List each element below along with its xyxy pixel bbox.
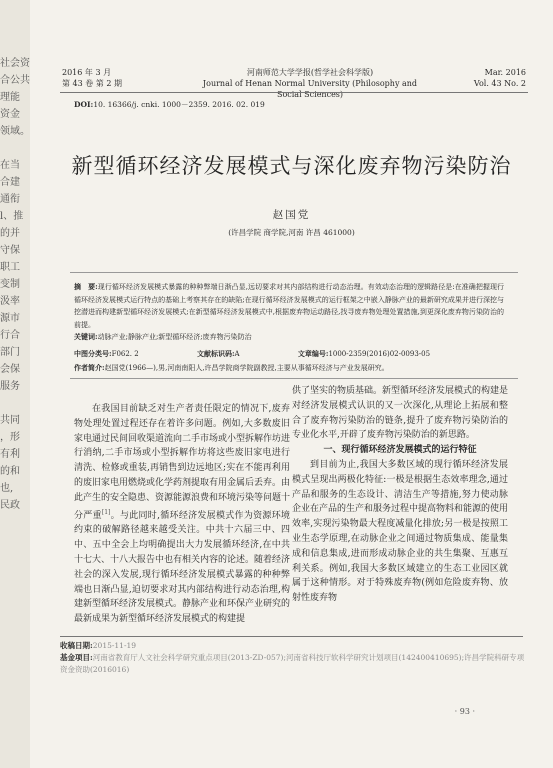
edge-fragment: 社会资 — [0, 58, 30, 69]
section-heading: 一、现行循环经济发展模式的运行特征 — [323, 445, 477, 456]
edge-fragment: 理能 — [0, 92, 20, 103]
abstract-label: 摘 要: — [74, 282, 98, 291]
volume-issue-en: Vol. 43 No. 2 — [473, 79, 526, 88]
edge-fragment: 变制 — [0, 279, 20, 290]
journal-issue-date — [62, 67, 122, 89]
clc-value: F062. 2 — [111, 350, 139, 358]
fund-value: 河南省教育厅人文社会科学研究重点项目(2013-ZD-057);河南省科技厅软科学研究计划项目(142400410695);许昌学院科研专项资金资助(2016016) — [60, 653, 525, 674]
doi-label: DOI: — [74, 100, 94, 109]
page-number: · 93 · — [454, 707, 475, 716]
edge-fragment — [0, 395, 30, 412]
journal-issue-en — [474, 67, 526, 89]
fund-label: 基金项目: — [60, 653, 93, 662]
doi-value: 10. 16366/j. cnki. 1000－2359. 2016. 02. 019 — [93, 100, 265, 109]
edge-fragment: 行合 — [0, 330, 20, 341]
journal-name — [190, 67, 430, 100]
edge-fragment: 通衔 — [0, 194, 20, 205]
doc-code-label: 文献标识码: — [196, 349, 235, 358]
edge-fragment: 共同 — [0, 415, 20, 426]
edge-fragment: 源市 — [0, 313, 20, 324]
body-text: 在我国目前缺乏对生产者责任限定的情况下,废弃物处理处置过程还存在着许多问题。例如,大多数废旧家电通过民间回收渠道流向二手市场或小型拆解作坊进行消纳,二手市场或小型拆解作坊将这些废旧家电进行清洗、检修或重装,再销售到边远地区;实在不能再利用的废旧家电用燃烧或化学药剂提取有用金属后丢弃。由此产生的安全隐患、资源能源浪费和环境污染等问题十分严重 — [74, 404, 291, 521]
abstract-top-divider — [70, 272, 518, 273]
article-title: 新型循环经济发展模式与深化废弃物污染防治 — [71, 154, 512, 178]
body-paragraph: 到目前为止,我国大多数区域的现行循环经济发展模式呈现出两极化特征:一极是根据生态效率理念,通过产品和服务的生态设计、清洁生产等措施,努力使动脉企业在产品的生产和服务过程中提高物料和能源的使用效率,实现污染物最大程度减量化排放;另一极是按照工业生态学原理,在动脉企业之间通过物质集成、能量集成和信息集成,进而形成动脉企业的共生集聚、互惠互利关系。例如,我国大多数区域建立的生态工业园区就属于这种情形。对于特殊废弃物(例如危险废弃物、放射性废弃物 — [292, 459, 509, 604]
edge-fragment: 合公共 — [0, 75, 30, 86]
footnote-divider — [60, 636, 523, 637]
article-author: 赵国党 — [272, 209, 311, 221]
paper-page — [30, 0, 553, 768]
article-no-label: 文章编号: — [297, 349, 329, 358]
clc-label: 中图分类号: — [74, 349, 112, 358]
body-column-right — [292, 384, 508, 606]
issue-date-en: Mar. 2016 — [484, 68, 526, 77]
footnotes — [60, 640, 530, 676]
abstract-text: 现行循环经济发展模式暴露的种种弊端日渐凸显,远切要求对其内部结构进行动态治理。有效动态治理的逻辑路径是:在准确把握现行循环经济发展模式运行特点的基础上考察其存在的缺陷;在现行循环经济发展模式的运行框架之中嵌入静脉产业的最新研究成果并进行深挖与挖潜进而构建新型循环经济发展模式;在新型循环经济发展模式中,根据废弃物运动路径,找寻废弃物处理处置措施,到更深化废弃物污染防治的前提。 — [74, 283, 504, 329]
issue-date: 2016 年 3 月 — [62, 68, 112, 77]
edge-fragment: 汲率 — [0, 296, 20, 307]
edge-fragment: 合建 — [0, 177, 20, 188]
journal-name-cn: 河南师范大学学报(哲学社会科学版) — [246, 68, 374, 77]
edge-fragment: 职工 — [0, 262, 20, 273]
edge-fragment: 服务 — [0, 381, 20, 392]
edge-fragment: 的并 — [0, 228, 20, 239]
edge-fragment: 资金 — [0, 109, 20, 120]
doi-line — [74, 99, 265, 110]
received-value: 2015-11-19 — [92, 641, 137, 650]
author-info-text: 赵国党(1966—),男,河南南阳人,许昌学院商学院副教授,主要从事循环经济与产业发展研究。 — [104, 364, 389, 372]
edge-fragment: l、推 — [0, 211, 24, 222]
journal-name-en: Journal of Henan Normal University (Philosophy and Social Sciences) — [202, 79, 418, 99]
received-label: 收稿日期: — [60, 641, 93, 650]
abstract — [74, 281, 504, 344]
header-divider — [60, 92, 528, 93]
author-info-label: 作者简介: — [74, 363, 105, 372]
body-paragraph — [74, 402, 290, 627]
fund-info — [60, 652, 530, 676]
edge-fragment: 的和 — [0, 466, 20, 477]
edge-fragment — [0, 140, 30, 157]
body-paragraph: 供了坚实的物质基础。新型循环经济发展模式的构建是对经济发展模式认识的又一次深化,从理论上拓展和整合了废弃物污染防治的链条,提升了废弃物污染防治的专业化水平,开辟了废弃物污染防治的新思路。 — [292, 386, 509, 441]
edge-fragment: 民政 — [0, 500, 20, 511]
classification-line — [74, 348, 486, 360]
citation-ref: [1] — [101, 508, 111, 516]
edge-fragment: 守保 — [0, 245, 20, 256]
doc-code-value: A — [234, 350, 240, 358]
received-date — [60, 640, 530, 652]
author-info — [74, 362, 504, 374]
edge-fragment: ，形 — [0, 432, 20, 443]
keywords-label: 关键词: — [74, 332, 98, 341]
volume-issue-cn: 第 43 卷 第 2 期 — [62, 79, 122, 88]
edge-fragment: 部门 — [0, 347, 20, 358]
edge-fragment: 领域。 — [0, 126, 30, 137]
edge-fragment: 在当 — [0, 160, 20, 171]
edge-fragment: 会保 — [0, 364, 20, 375]
abstract-bottom-divider — [70, 378, 518, 379]
article-no-value: 1000-2359(2016)02-0093-05 — [328, 350, 431, 358]
edge-fragment: 也, — [0, 483, 14, 494]
keywords: 动脉产业;静脉产业;新型循环经济;废弃物污染防治 — [97, 333, 252, 341]
adjacent-page-edge — [0, 55, 30, 511]
body-text: 。与此同时,循环经济发展模式作为资源环境约束的破解路径越来越受关注。中共十六届三中、四中、五中全会上均明确提出大力发展循环经济,在中共十七大、十八大报告中也有相关内容的论述。随着经济社会的深入发展,现行循环经济发展模式暴露的种种弊端也日渐凸显,迫切要求对其内部结构进行动态治理,构建新型循环经济发展模式。静脉产业和环保产业研究的最新成果为新型循环经济发展模式的构建提 — [74, 510, 291, 625]
body-column-left — [74, 402, 290, 627]
edge-fragment: 有利 — [0, 449, 20, 460]
author-affiliation: (许昌学院 商学院,河南 许昌 461000) — [228, 228, 355, 237]
